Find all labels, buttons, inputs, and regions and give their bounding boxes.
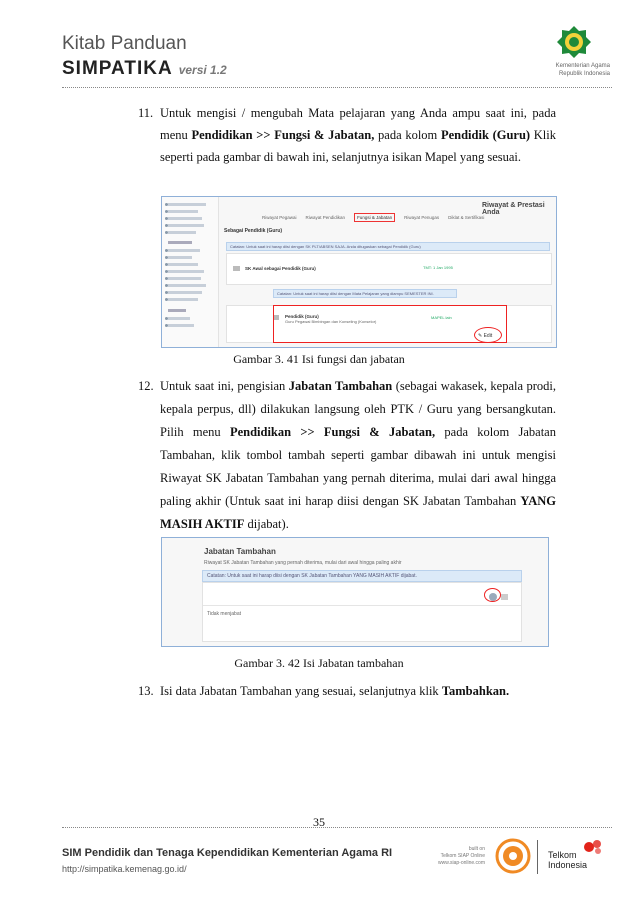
item-bold: Pendidikan >> Fungsi & Jabatan, — [191, 128, 375, 142]
tab-riwayat-penugas[interactable]: Riwayat Penugas — [404, 215, 440, 220]
footer-title: SIM Pendidik dan Tenaga Kependidikan Kementerian Agama RI — [62, 847, 393, 859]
org-name — [520, 62, 610, 78]
highlight-circle-edit — [474, 327, 502, 343]
sidebar-menu — [162, 197, 219, 347]
item-12 — [138, 375, 556, 536]
item-text: Isi data Jabatan Tambahan yang sesuai, selanjutnya klik — [160, 684, 442, 698]
header-divider — [62, 87, 612, 88]
telkom-logo-icon — [582, 838, 604, 856]
menu-icon[interactable] — [501, 594, 508, 600]
built-on-url: www.siap-online.com — [438, 860, 485, 866]
card2-sub: Guru Pegawai Bimbingan dan Konseling (Konselor) — [285, 319, 377, 324]
app-name: SIMPATIKA — [62, 58, 173, 79]
fig1-section-title: Sebagai Pendidik (Guru) — [224, 228, 283, 234]
org-line2: Republik Indonesia — [558, 71, 610, 77]
card2-label: Pendidik (Guru) — [285, 314, 319, 319]
item-number: 11. — [138, 106, 154, 120]
fig1-header-title: Riwayat & Prestasi Anda — [482, 202, 545, 216]
item-bold: Tambahkan. — [441, 684, 510, 698]
item-text: dijabat). — [244, 517, 289, 531]
telkom-line1: Telkom — [548, 850, 577, 860]
item-text: Untuk saat ini, pengisian — [160, 379, 289, 393]
item-bold: Pendidik (Guru) — [440, 128, 531, 142]
fig1-note-1: Catatan: Untuk saat ini harap diisi dengan SK PLT/ABSEN SAJA. Anda ditugaskan sebagai Pendidik (Guru) — [226, 242, 550, 251]
built-on-name: Telkom SIAP Online — [440, 853, 485, 859]
edit-button[interactable]: ✎ Edit — [478, 333, 493, 339]
item-text: Untuk mengisi / mengubah Mata pelajaran yang Anda ampu saat ini, pada menu — [160, 106, 556, 142]
tab-fungsi-jabatan[interactable]: Fungsi & Jabatan — [354, 213, 395, 222]
document-icon — [233, 266, 240, 271]
version-label: versi 1.2 — [178, 63, 227, 77]
footer-url[interactable]: http://simpatika.kemenag.go.id/ — [62, 864, 187, 874]
fig1-card-sk-awal — [226, 253, 552, 285]
item-13 — [138, 680, 556, 702]
fig2-empty-text: Tidak menjabat — [207, 611, 241, 617]
page-number: 35 — [313, 815, 325, 829]
highlight-box-pendidik — [273, 305, 507, 343]
fig2-subtitle: Riwayat SK Jabatan Tambahan yang pernah diterima, mulai dari awal hingga paling akhir — [204, 560, 402, 566]
fig2-card — [202, 582, 522, 642]
card1-label: SK Awal sebagai Pendidik (Guru) — [245, 266, 316, 271]
edit-label: Edit — [483, 333, 493, 339]
item-bold: Pendidikan >> Fungsi & Jabatan, — [229, 425, 436, 439]
item-text: Klik seperti pada gambar di bawah ini, selanjutnya isikan Mapel yang sesuai. — [160, 128, 556, 164]
footer-built-on — [405, 846, 485, 867]
caption-fig-42: Gambar 3. 42 Isi Jabatan tambahan — [234, 656, 404, 670]
tab-riwayat-pendidikan[interactable]: Riwayat Pendidikan — [305, 215, 346, 220]
org-line1: Kementerian Agama — [555, 63, 610, 69]
figure-jabatan-tambahan — [161, 537, 549, 647]
item-bold: YANG MASIH AKTIF — [160, 494, 556, 531]
figure-fungsi-jabatan — [161, 196, 557, 348]
item-number: 12. — [138, 379, 154, 393]
kemenag-logo-icon — [556, 25, 592, 59]
fig2-title: Jabatan Tambahan — [204, 547, 276, 556]
tab-diklat-sertifikasi[interactable]: Diklat & Sertifikasi — [448, 215, 485, 220]
tab-riwayat-pegawai[interactable]: Riwayat Pegawai — [262, 215, 297, 220]
item-number: 13. — [138, 684, 154, 698]
item-bold: Jabatan Tambahan — [288, 379, 393, 393]
fig1-note-2: Catatan: Untuk saat ini harap diisi dengan Mata Pelajaran yang diampu SEMESTER INI. — [273, 289, 457, 298]
highlight-circle-add — [484, 588, 501, 602]
footer-divider — [62, 827, 612, 828]
item-text: (sebagai wakasek, kepala prodi, kepala perpus, dll) dilakukan langsung oleh PTK / Guru yang bersangkutan. Pilih menu — [160, 379, 556, 439]
card1-value: TMT: 1 Jan 1995 — [423, 265, 453, 270]
fig1-tabs — [262, 215, 493, 220]
caption-fig-41: Gambar 3. 41 Isi fungsi dan jabatan — [233, 352, 405, 366]
fig2-note: Catatan: Untuk saat ini harap diisi dengan SK Jabatan Tambahan YANG MASIH AKTIF dijabat. — [202, 570, 522, 582]
item-11 — [138, 102, 556, 168]
telkom-line2: Indonesia — [548, 860, 588, 870]
header-title-line1: Kitab Panduan — [62, 33, 187, 54]
built-on-label: built on — [468, 846, 485, 852]
card2-value: MAPEL lain — [431, 315, 452, 320]
header-title-line2 — [62, 58, 227, 80]
item-text: pada kolom — [374, 128, 441, 142]
siap-logo-icon — [495, 838, 531, 874]
footer-separator — [537, 840, 538, 874]
item-text: pada kolom Jabatan Tambahan, klik tombol tambah seperti gambar dibawah ini untuk mengisi Riwayat SK Jabatan Tambahan yang pernah diterima, mulai dari awal hingga paling akhir (Untuk saat ini harap diisi dengan SK Jabatan Tambahan — [160, 425, 556, 508]
